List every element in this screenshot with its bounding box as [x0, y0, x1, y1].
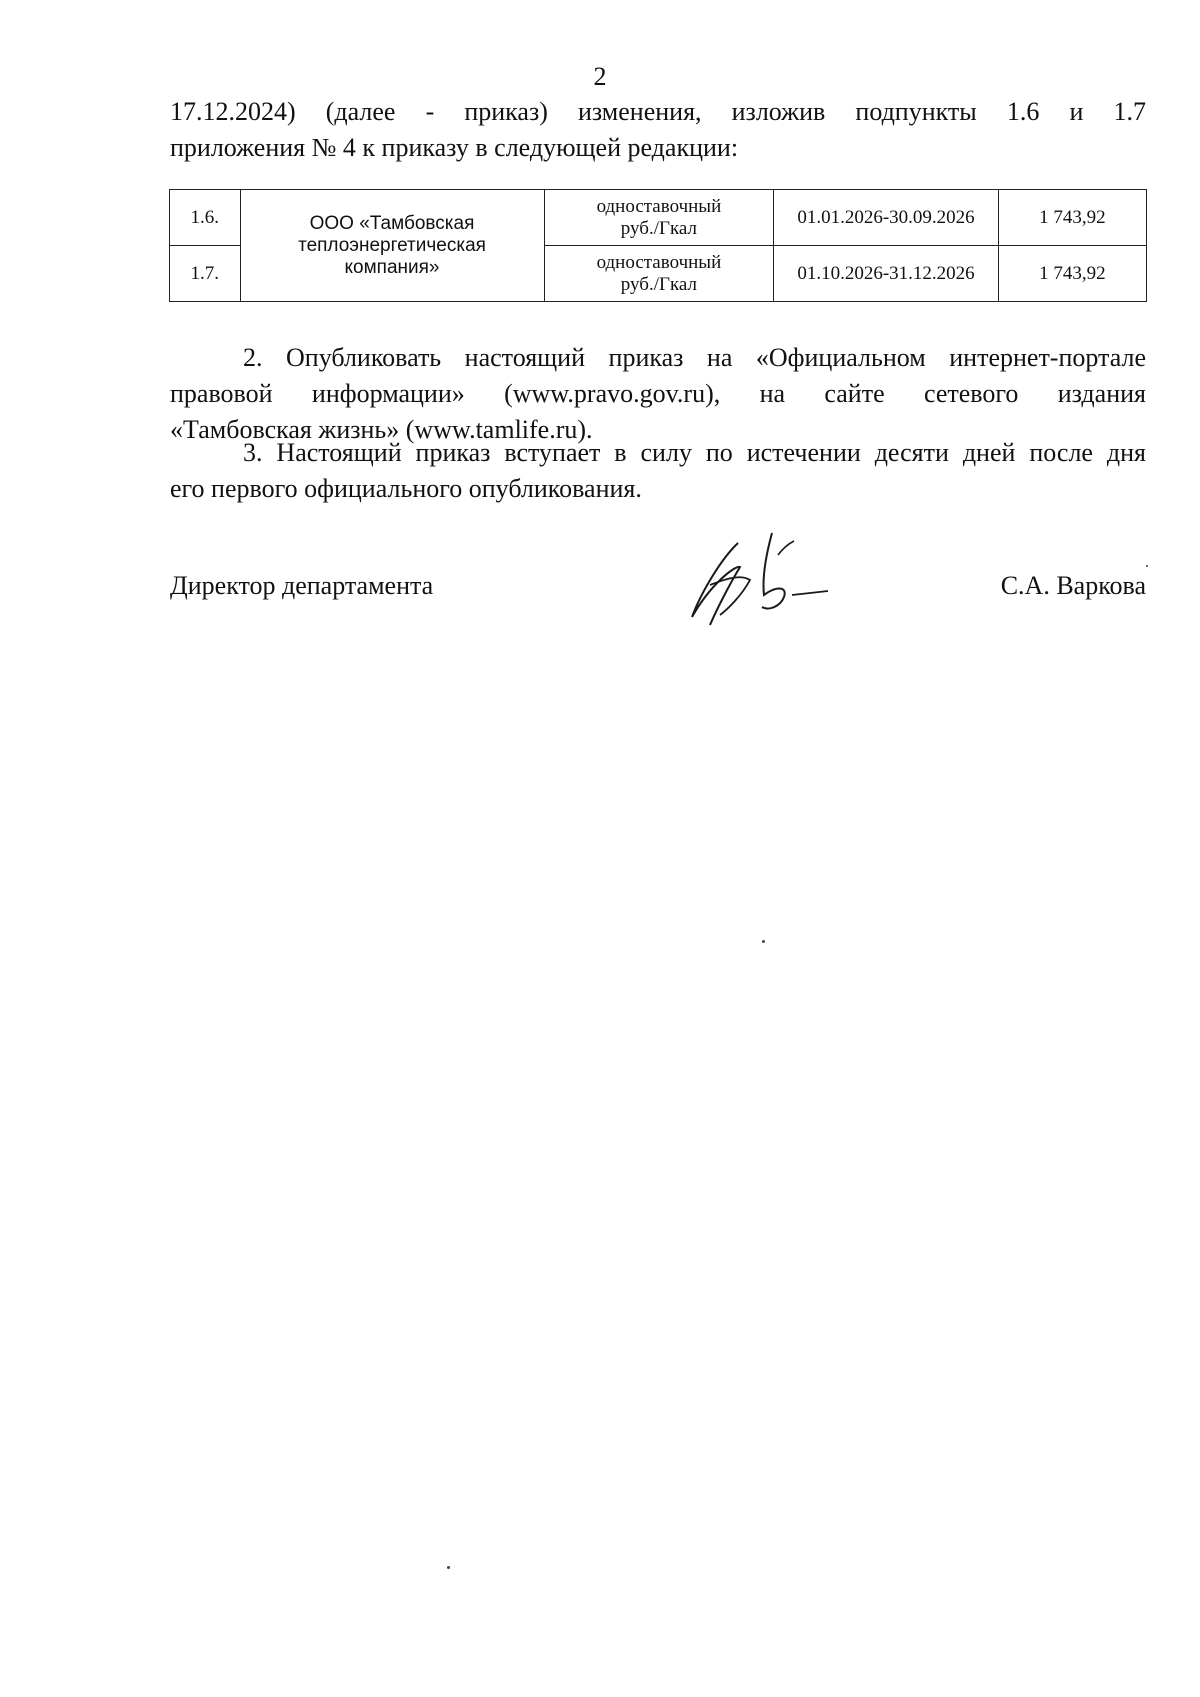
- tariff-type: одноставочный: [596, 251, 722, 273]
- value-cell: 1 743,92: [998, 190, 1146, 246]
- organization-cell: [240, 190, 544, 302]
- value-cell: 1 743,92: [998, 246, 1146, 302]
- scan-speck: [447, 1566, 450, 1569]
- tariff-type-cell: [544, 190, 774, 246]
- row-number: 1.7.: [170, 246, 241, 302]
- scan-speck: [762, 940, 765, 943]
- paragraph-line: «Тамбовская жизнь» (www.tamlife.ru).: [170, 415, 593, 444]
- signatory-name: С.А. Варкова: [1000, 571, 1146, 600]
- tariff-type-cell: [544, 246, 774, 302]
- paragraph-line: правовой информации» (www.pravo.gov.ru), на сайте сетевого издания: [170, 379, 1146, 408]
- tariff-unit: руб./Гкал: [620, 217, 698, 239]
- tariff-table: [169, 189, 1147, 302]
- paragraph-line: 3. Настоящий приказ вступает в силу по истечении десяти дней после дня: [243, 438, 1146, 467]
- table-row: [170, 190, 1147, 246]
- period-cell: 01.01.2026-30.09.2026: [774, 190, 998, 246]
- intro-paragraph: [170, 94, 1146, 166]
- row-number: 1.6.: [170, 190, 241, 246]
- page-number: 2: [593, 62, 607, 91]
- organization-line: теплоэнергетическая: [298, 234, 486, 256]
- publication-paragraph: [170, 340, 1146, 448]
- paragraph-line: его первого официального опубликования.: [170, 474, 642, 503]
- intro-line: 17.12.2024) (далее - приказ) изменения, изложив подпункты 1.6 и 1.7: [170, 97, 1146, 126]
- tariff-type: одноставочный: [596, 195, 722, 217]
- period-cell: 01.10.2026-31.12.2026: [774, 246, 998, 302]
- effective-date-paragraph: [170, 435, 1146, 507]
- tariff-unit: руб./Гкал: [620, 273, 698, 295]
- scan-speck: [1146, 565, 1148, 567]
- handwritten-signature: [680, 525, 840, 635]
- signatory-title: Директор департамента: [170, 571, 434, 600]
- organization-line: ООО «Тамбовская: [309, 212, 475, 234]
- organization-line: компания»: [344, 256, 440, 278]
- intro-line: приложения № 4 к приказу в следующей редакции:: [170, 133, 739, 162]
- paragraph-line: 2. Опубликовать настоящий приказ на «Официальном интернет-портале: [243, 343, 1146, 372]
